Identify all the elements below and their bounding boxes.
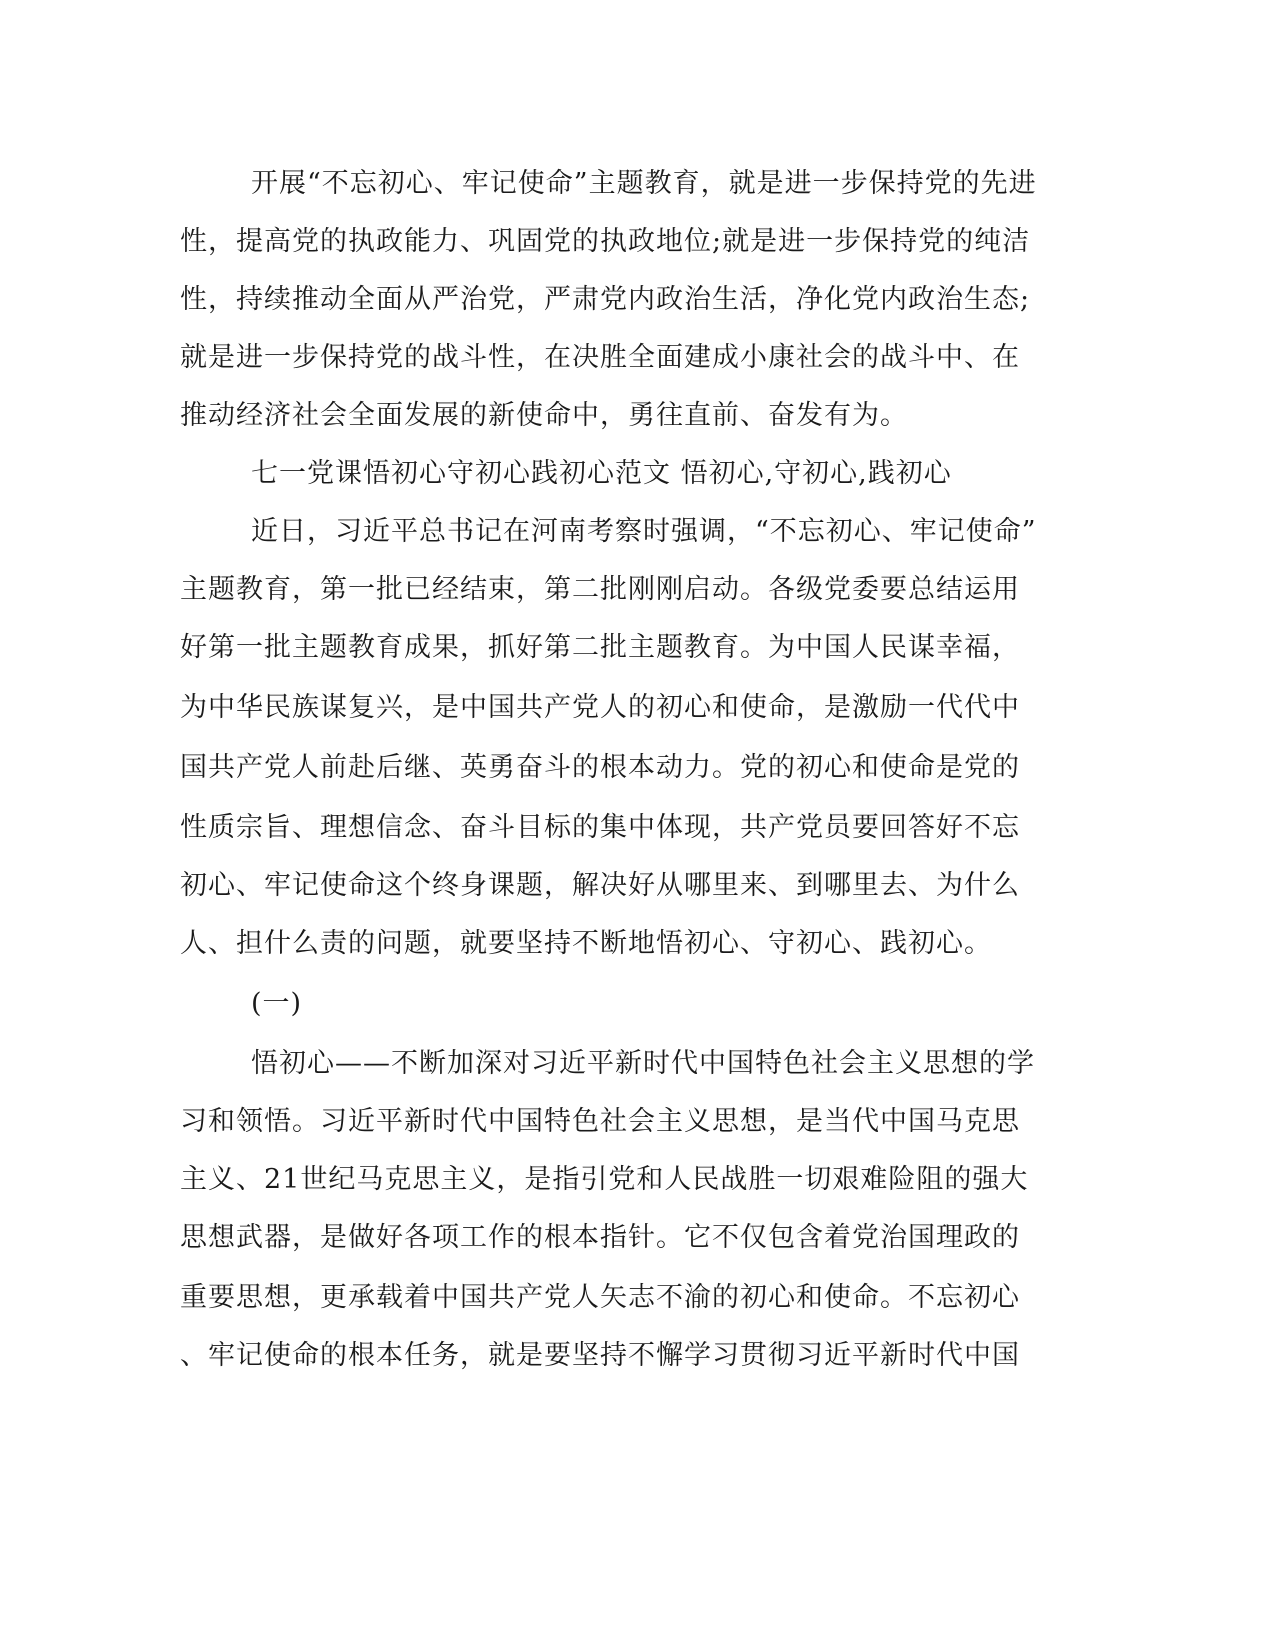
paragraph-line: 近日，习近平总书记在河南考察时强调，“不忘初心、牢记使命” <box>251 516 1037 547</box>
paragraph-line: 就是进一步保持党的战斗性，在决胜全面建成小康社会的战斗中、在 <box>180 342 1020 373</box>
section-heading: 七一党课悟初心守初心践初心范文 悟初心,守初心,践初心 <box>251 458 952 489</box>
section-number: (一) <box>251 988 303 1019</box>
paragraph-line: 思想武器，是做好各项工作的根本指针。它不仅包含着党治国理政的 <box>180 1222 1020 1253</box>
paragraph-line: 悟初心——不断加深对习近平新时代中国特色社会主义思想的学 <box>251 1048 1035 1079</box>
paragraph-line: 主义、21世纪马克思主义，是指引党和人民战胜一切艰难险阻的强大 <box>180 1164 1029 1195</box>
paragraph-line: 性，持续推动全面从严治党，严肃党内政治生活，净化党内政治生态; <box>180 284 1031 315</box>
paragraph-line: 开展“不忘初心、牢记使命”主题教育，就是进一步保持党的先进 <box>251 168 1037 199</box>
paragraph-line: 为中华民族谋复兴，是中国共产党人的初心和使命，是激励一代代中 <box>180 692 1020 723</box>
paragraph-line: 初心、牢记使命这个终身课题，解决好从哪里来、到哪里去、为什么 <box>180 870 1020 901</box>
paragraph-line: 好第一批主题教育成果，抓好第二批主题教育。为中国人民谋幸福， <box>180 632 1020 663</box>
paragraph-line: 人、担什么责的问题，就要坚持不断地悟初心、守初心、践初心。 <box>180 928 992 959</box>
paragraph-line: 性，提高党的执政能力、巩固党的执政地位;就是进一步保持党的纯洁 <box>180 226 1031 257</box>
paragraph-line: 重要思想，更承载着中国共产党人矢志不渝的初心和使命。不忘初心 <box>180 1282 1020 1313</box>
paragraph-line: 推动经济社会全面发展的新使命中，勇往直前、奋发有为。 <box>180 400 908 431</box>
paragraph-line: 习和领悟。习近平新时代中国特色社会主义思想，是当代中国马克思 <box>180 1106 1020 1137</box>
paragraph-line: 主题教育，第一批已经结束，第二批刚刚启动。各级党委要总结运用 <box>180 574 1020 605</box>
paragraph-line: 、牢记使命的根本任务，就是要坚持不懈学习贯彻习近平新时代中国 <box>180 1340 1020 1371</box>
paragraph-line: 性质宗旨、理想信念、奋斗目标的集中体现，共产党员要回答好不忘 <box>180 812 1020 843</box>
paragraph-line: 国共产党人前赴后继、英勇奋斗的根本动力。党的初心和使命是党的 <box>180 752 1020 783</box>
